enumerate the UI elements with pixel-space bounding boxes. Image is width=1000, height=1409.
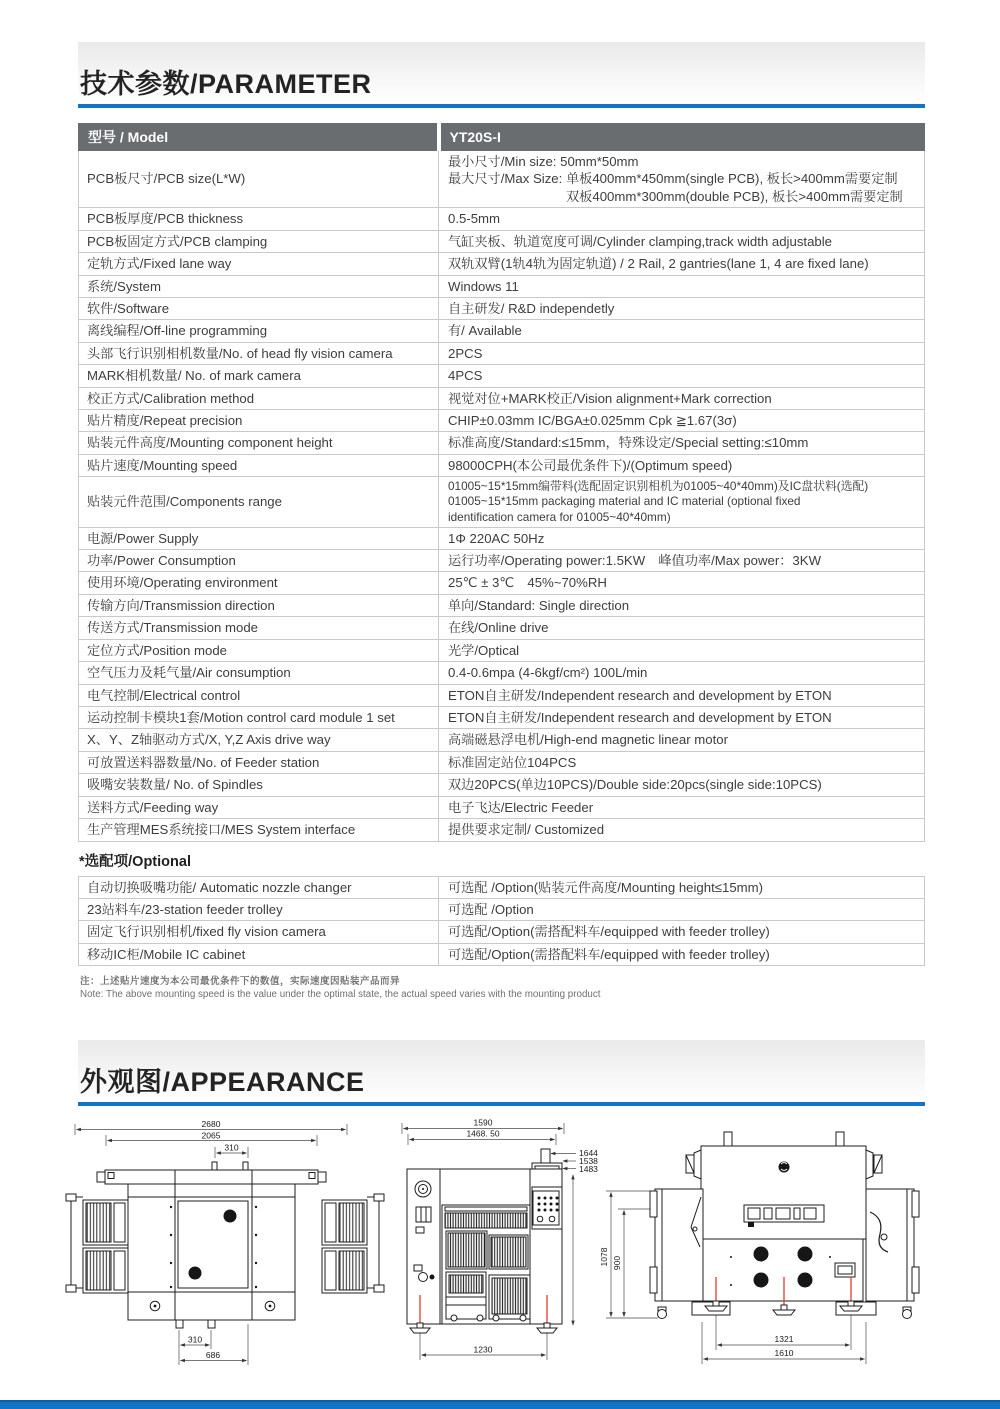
table-row — [79, 320, 925, 342]
table-row — [79, 729, 925, 751]
param-value: 0.5-5mm — [439, 208, 925, 230]
param-label: X、Y、Z轴驱动方式/X, Y,Z Axis drive way — [79, 729, 439, 751]
optional-table — [78, 876, 925, 967]
dimension-label: 1538 — [579, 1156, 598, 1166]
dimension-label: 310 — [187, 1334, 203, 1345]
param-value: 双边20PCS(单边10PCS)/Double side:20pcs(single side:10PCS) — [439, 774, 925, 796]
dimension-label: 1468. 50 — [466, 1128, 500, 1139]
param-label: 自动切换吸嘴功能/ Automatic nozzle changer — [79, 876, 439, 898]
param-value-line: 01005~15*15mm packaging material and IC material (optional fixed — [448, 494, 801, 509]
note-en: Note: The above mounting speed is the value under the optimal state, the actual speed varies with the mounting product — [80, 989, 601, 1001]
dimension-label: 1644 — [579, 1148, 598, 1158]
param-value: 可选配/Option(需搭配料车/equipped with feeder trolley) — [439, 921, 925, 943]
param-value: 单向/Standard: Single direction — [439, 594, 925, 616]
table-row — [79, 819, 925, 841]
param-label: 空气压力及耗气量/Air consumption — [79, 662, 439, 684]
param-label: 传送方式/Transmission mode — [79, 617, 439, 639]
param-label: 固定飞行识别相机/fixed fly vision camera — [79, 921, 439, 943]
top-view-drawing — [60, 1117, 390, 1375]
param-value: 电子飞达/Electric Feeder — [439, 796, 925, 818]
main-content — [78, 42, 925, 1000]
model-label-header: 型号 / Model — [79, 124, 439, 151]
param-label: 移动IC柜/Mobile IC cabinet — [79, 943, 439, 965]
param-value: 气缸夹板、轨道宽度可调/Cylinder clamping,track width adjustable — [439, 230, 925, 252]
brand-logo-mark — [779, 1162, 790, 1173]
param-value: 标准高度/Standard:≤15mm，特殊设定/Special setting:≤10mm — [439, 432, 925, 454]
table-row — [79, 365, 925, 387]
table-row — [79, 432, 925, 454]
table-row — [79, 639, 925, 661]
optional-section-title: *选配项/Optional — [79, 853, 191, 870]
table-row — [79, 477, 925, 527]
param-label: 电源/Power Supply — [79, 527, 439, 549]
table-row — [79, 151, 925, 208]
dimension-label: 1483 — [579, 1164, 598, 1174]
param-label: 贴装元件范围/Components range — [79, 477, 439, 527]
table-row — [79, 684, 925, 706]
param-value-line: 01005~15*15mm编带料(选配固定识别相机为01005~40*40mm)及IC盘状料(选配) — [448, 479, 869, 494]
dimension-label: 1610 — [774, 1348, 794, 1358]
param-value: 高端磁悬浮电机/High-end magnetic linear motor — [439, 729, 925, 751]
param-label: 贴片精度/Repeat precision — [79, 410, 439, 432]
param-label: 可放置送料器数量/No. of Feeder station — [79, 751, 439, 773]
model-value-header: YT20S-I — [439, 124, 925, 151]
dimension-label: 2065 — [201, 1130, 221, 1141]
dimension-label: 1230 — [473, 1344, 493, 1355]
param-value — [439, 477, 925, 527]
param-value: 1Φ 220AC 50Hz — [439, 527, 925, 549]
param-value: 提供要求定制/ Customized — [439, 819, 925, 841]
table-row — [79, 572, 925, 594]
param-value: 98000CPH(本公司最优条件下)/(Optimum speed) — [439, 454, 925, 476]
table-row — [79, 527, 925, 549]
param-value-line: 双板400mm*300mm(double PCB), 板长>400mm需要定制 — [566, 188, 903, 204]
dimension-label: 2680 — [201, 1119, 221, 1129]
note-zh: 注：上述贴片速度为本公司最优条件下的数值，实际速度因贴装产品而异 — [80, 976, 401, 988]
param-label: 头部飞行识别相机数量/No. of head fly vision camera — [79, 342, 439, 364]
param-label: 离线编程/Off-line programming — [79, 320, 439, 342]
param-value: 双轨双臂(1轨4轨为固定轨道) / 2 Rail, 2 gantries(lane 1, 4 are fixed lane) — [439, 253, 925, 275]
table-header-row — [79, 124, 925, 151]
table-row — [79, 410, 925, 432]
dimension-label: 1590 — [473, 1117, 493, 1128]
table-row — [79, 550, 925, 572]
param-label: 运动控制卡模块1套/Motion control card module 1 set — [79, 706, 439, 728]
param-label: 定轨方式/Fixed lane way — [79, 253, 439, 275]
table-row — [79, 898, 925, 920]
dimension-label: 310 — [224, 1142, 239, 1153]
table-row — [79, 876, 925, 898]
param-value: 4PCS — [439, 365, 925, 387]
front-view-drawing — [392, 1117, 617, 1375]
table-row — [79, 921, 925, 943]
dimension-label: 1078 — [599, 1247, 609, 1267]
param-label: MARK相机数量/ No. of mark camera — [79, 365, 439, 387]
parameter-section-header — [78, 42, 925, 108]
table-row — [79, 275, 925, 297]
param-value: 25℃ ± 3℃ 45%~70%RH — [439, 572, 925, 594]
param-value: 可选配/Option(需搭配料车/equipped with feeder trolley) — [439, 943, 925, 965]
param-value: 运行功率/Operating power:1.5KW 峰值功率/Max power：3KW — [439, 550, 925, 572]
param-label: 使用环境/Operating environment — [79, 572, 439, 594]
table-row — [79, 387, 925, 409]
appearance-section — [78, 1040, 925, 1106]
table-row — [79, 617, 925, 639]
param-value-line: identification camera for 01005~40*40mm) — [448, 509, 671, 524]
table-row — [79, 796, 925, 818]
param-value: Windows 11 — [439, 275, 925, 297]
param-value: 0.4-0.6mpa (4-6kgf/cm²) 100L/min — [439, 662, 925, 684]
param-value: 标准固定站位104PCS — [439, 751, 925, 773]
param-value: 可选配 /Option — [439, 898, 925, 920]
rear-view-drawing — [598, 1117, 943, 1375]
param-value: 可选配 /Option(贴装元件高度/Mounting height≤15mm) — [439, 876, 925, 898]
appearance-section-header — [78, 1040, 925, 1106]
param-value: CHIP±0.03mm IC/BGA±0.025mm Cpk ≧1.67(3σ) — [439, 410, 925, 432]
param-value — [439, 151, 925, 208]
table-row — [79, 342, 925, 364]
dimension-label: 1321 — [774, 1334, 794, 1344]
table-row — [79, 774, 925, 796]
param-label: 贴片速度/Mounting speed — [79, 454, 439, 476]
param-value: 光学/Optical — [439, 639, 925, 661]
table-row — [79, 943, 925, 965]
param-label: PCB板尺寸/PCB size(L*W) — [79, 151, 439, 208]
notes-block — [78, 973, 925, 1000]
table-row — [79, 751, 925, 773]
parameter-title: 技术参数/PARAMETER — [80, 69, 372, 99]
param-value: 2PCS — [439, 342, 925, 364]
dimension-label: 900 — [612, 1255, 622, 1271]
appearance-drawings — [0, 1117, 1000, 1387]
param-value: ETON自主研发/Independent research and development by ETON — [439, 706, 925, 728]
param-label: 定位方式/Position mode — [79, 639, 439, 661]
param-label: 校正方式/Calibration method — [79, 387, 439, 409]
param-label: 贴装元件高度/Mounting component height — [79, 432, 439, 454]
table-row — [79, 706, 925, 728]
footer-bar — [0, 1400, 1000, 1409]
table-row — [79, 230, 925, 252]
dimension-label: 686 — [205, 1350, 221, 1360]
param-value: 在线/Online drive — [439, 617, 925, 639]
param-value-line: 最大尺寸/Max Size: 单板400mm*450mm(single PCB), 板长>400mm需要定制 — [448, 171, 898, 187]
param-label: 生产管理MES系统接口/MES System interface — [79, 819, 439, 841]
param-value: 自主研发/ R&D independetly — [439, 297, 925, 319]
table-row — [79, 454, 925, 476]
parameter-table — [78, 123, 925, 842]
table-row — [79, 297, 925, 319]
appearance-title: 外观图/APPEARANCE — [80, 1067, 365, 1097]
table-row — [79, 662, 925, 684]
param-label: 软件/Software — [79, 297, 439, 319]
table-row — [79, 208, 925, 230]
param-label: 吸嘴安装数量/ No. of Spindles — [79, 774, 439, 796]
param-label: 传输方向/Transmission direction — [79, 594, 439, 616]
table-row — [79, 253, 925, 275]
param-label: PCB板厚度/PCB thickness — [79, 208, 439, 230]
param-value: 有/ Available — [439, 320, 925, 342]
param-label: 23站料车/23-station feeder trolley — [79, 898, 439, 920]
param-label: PCB板固定方式/PCB clamping — [79, 230, 439, 252]
param-label: 功率/Power Consumption — [79, 550, 439, 572]
parameter-table-body — [79, 151, 925, 842]
optional-table-body — [79, 876, 925, 966]
param-label: 送料方式/Feeding way — [79, 796, 439, 818]
param-value: ETON自主研发/Independent research and development by ETON — [439, 684, 925, 706]
param-value: 视觉对位+MARK校正/Vision alignment+Mark correction — [439, 387, 925, 409]
param-label: 系统/System — [79, 275, 439, 297]
param-label: 电气控制/Electrical control — [79, 684, 439, 706]
param-value-line: 最小尺寸/Min size: 50mm*50mm — [448, 154, 639, 169]
table-row — [79, 594, 925, 616]
